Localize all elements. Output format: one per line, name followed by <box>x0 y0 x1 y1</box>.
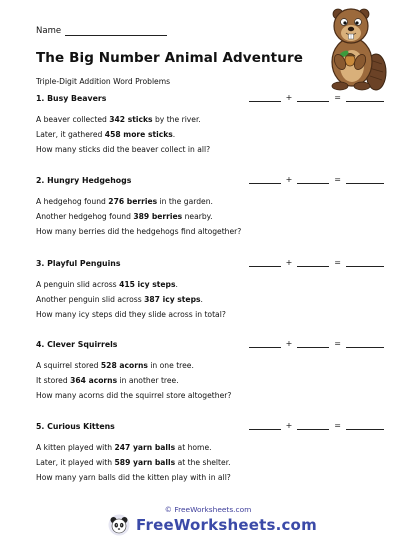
line-text: in one tree. <box>147 361 194 370</box>
line-text: How many sticks did the beaver collect in all? <box>36 145 211 154</box>
key-quantity: 458 more sticks <box>104 130 173 139</box>
line-text: . <box>175 280 178 289</box>
problem-line <box>36 373 388 388</box>
addend-1-blank[interactable] <box>249 259 281 267</box>
answer-blanks <box>249 422 384 430</box>
key-quantity: 387 icy steps <box>144 295 201 304</box>
plus-sign: + <box>285 175 293 184</box>
line-text: A squirrel stored <box>36 361 101 370</box>
problem-line <box>36 194 388 209</box>
page-subtitle: Triple-Digit Addition Word Problems <box>36 77 171 86</box>
key-quantity: 247 yarn balls <box>114 443 176 452</box>
line-text: . <box>172 130 176 139</box>
problem-line <box>36 224 388 239</box>
footer-brand[interactable] <box>108 514 317 536</box>
plus-sign: + <box>285 339 293 348</box>
line-text: How many yarn balls did the kitten play with in all? <box>36 473 231 482</box>
line-text: A beaver collected <box>36 115 110 124</box>
problem-line <box>36 358 388 373</box>
addend-1-blank[interactable] <box>249 422 281 430</box>
problem-title: 5. Curious Kittens <box>36 422 115 431</box>
line-text: It stored <box>36 376 71 385</box>
panda-icon <box>108 514 130 536</box>
problem-line <box>36 112 388 127</box>
equals-sign: = <box>334 93 341 102</box>
line-text: A penguin slid across <box>36 280 120 289</box>
problem-line <box>36 470 388 485</box>
plus-sign: + <box>285 93 293 102</box>
line-text: in another tree. <box>117 376 179 385</box>
name-label: Name <box>36 26 62 36</box>
problem-title: 2. Hungry Hedgehogs <box>36 176 132 185</box>
line-text: . <box>200 295 203 304</box>
footer-url[interactable]: © FreeWorksheets.com <box>164 505 252 514</box>
line-text: How many berries did the hedgehogs find altogether? <box>36 227 242 236</box>
answer-blanks <box>249 94 384 102</box>
key-quantity: 589 yarn balls <box>114 458 176 467</box>
line-text: nearby. <box>182 212 213 221</box>
problem-4 <box>36 340 388 403</box>
line-text: Another penguin slid across <box>36 295 145 304</box>
sum-blank[interactable] <box>346 340 384 348</box>
addend-2-blank[interactable] <box>297 259 329 267</box>
problem-text <box>36 358 388 403</box>
addend-2-blank[interactable] <box>297 176 329 184</box>
problem-title: 4. Clever Squirrels <box>36 340 118 349</box>
line-text: How many acorns did the squirrel store altogether? <box>36 391 232 400</box>
line-text: How many icy steps did they slide across in total? <box>36 310 226 319</box>
addend-2-blank[interactable] <box>297 94 329 102</box>
sum-blank[interactable] <box>346 422 384 430</box>
key-quantity: 415 icy steps <box>119 280 176 289</box>
problem-line <box>36 440 388 455</box>
problem-line <box>36 292 388 307</box>
problem-text <box>36 277 388 322</box>
key-quantity: 342 sticks <box>109 115 153 124</box>
problem-text <box>36 194 388 239</box>
name-field[interactable] <box>65 28 167 36</box>
problem-line <box>36 455 388 470</box>
addend-1-blank[interactable] <box>249 94 281 102</box>
line-text: Later, it played with <box>36 458 115 467</box>
name-row <box>36 26 167 36</box>
problem-line <box>36 142 388 157</box>
problem-1 <box>36 94 388 157</box>
line-text: Another hedgehog found <box>36 212 134 221</box>
problem-line <box>36 277 388 292</box>
line-text: at the shelter. <box>175 458 231 467</box>
line-text: at home. <box>175 443 212 452</box>
page-title: The Big Number Animal Adventure <box>36 50 303 66</box>
key-quantity: 389 berries <box>133 212 183 221</box>
problem-title: 1. Busy Beavers <box>36 94 107 103</box>
addend-1-blank[interactable] <box>249 340 281 348</box>
addend-2-blank[interactable] <box>297 340 329 348</box>
line-text: A hedgehog found <box>36 197 109 206</box>
plus-sign: + <box>285 421 293 430</box>
beaver-icon <box>318 2 390 92</box>
line-text: by the river. <box>152 115 201 124</box>
answer-blanks <box>249 340 384 348</box>
sum-blank[interactable] <box>346 259 384 267</box>
answer-blanks <box>249 176 384 184</box>
line-text: A kitten played with <box>36 443 115 452</box>
problem-text <box>36 112 388 157</box>
line-text: Later, it gathered <box>36 130 105 139</box>
equals-sign: = <box>334 258 341 267</box>
problem-line <box>36 307 388 322</box>
problem-title: 3. Playful Penguins <box>36 259 121 268</box>
problem-line <box>36 209 388 224</box>
problem-2 <box>36 176 388 239</box>
addend-2-blank[interactable] <box>297 422 329 430</box>
brand-name: FreeWorksheets.com <box>136 516 317 534</box>
problem-3 <box>36 259 388 322</box>
key-quantity: 528 acorns <box>100 361 148 370</box>
problem-line <box>36 388 388 403</box>
key-quantity: 364 acorns <box>70 376 118 385</box>
problem-text <box>36 440 388 485</box>
answer-blanks <box>249 259 384 267</box>
problem-line <box>36 127 388 142</box>
line-text: in the garden. <box>157 197 213 206</box>
equals-sign: = <box>334 175 341 184</box>
equals-sign: = <box>334 421 341 430</box>
plus-sign: + <box>285 258 293 267</box>
equals-sign: = <box>334 339 341 348</box>
key-quantity: 276 berries <box>108 197 158 206</box>
sum-blank[interactable] <box>346 176 384 184</box>
addend-1-blank[interactable] <box>249 176 281 184</box>
sum-blank[interactable] <box>346 94 384 102</box>
problem-5 <box>36 422 388 485</box>
